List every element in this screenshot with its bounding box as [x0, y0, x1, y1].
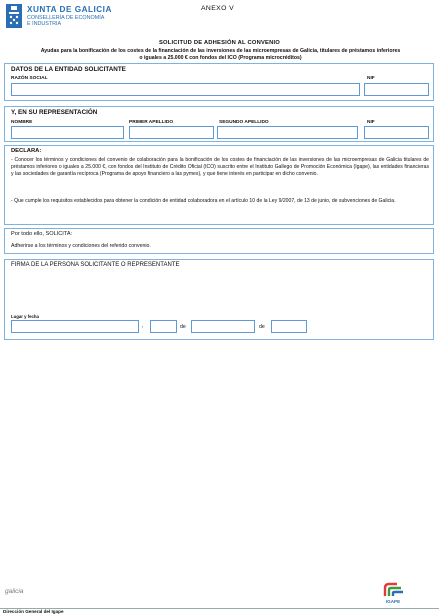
subtitle-line-2: o iguales a 25.000 € con fondos del ICO (Programa microcréditos) — [139, 55, 302, 61]
subtitle-line-1: Ayudas para la bonificación de los costes de la financiación de las inversiones de las microempresas de Galicia, titulares de préstamos inferiores — [40, 48, 401, 54]
galicia-logo: galicia — [5, 588, 24, 595]
nif-entidad-field[interactable] — [364, 83, 429, 96]
razon-social-field[interactable] — [11, 83, 360, 96]
anexo-label: ANEXO V — [201, 5, 235, 12]
declara-paragraph-2: - Que cumple los requisitos establecidos para obtener la condición de entidad colaboradora en el artículo 10 de la Ley 9/2007, de 13 de junio, de subvenciones de Galicia. — [11, 198, 396, 204]
de-label-1: de — [180, 324, 186, 330]
primer-apellido-field[interactable] — [129, 126, 214, 139]
declara-section — [4, 145, 434, 225]
lugar-fecha-label: Lugar y fecha — [11, 314, 39, 319]
anio-field[interactable] — [271, 320, 307, 333]
page-title: SOLICITUD DE ADHESIÓN AL CONVENIO — [158, 40, 281, 46]
nif-representante-field[interactable] — [364, 126, 429, 139]
xunta-logo — [6, 4, 126, 30]
declara-heading: DECLARA: — [11, 148, 42, 154]
nombre-label: NOMBRE — [11, 120, 33, 125]
firma-section — [4, 259, 434, 340]
comma-separator: , — [142, 323, 144, 329]
nif-entidad-label: NIF — [367, 76, 375, 81]
declara-paragraph-1: - Conocer los términos y condiciones del convenio de colaboración para la bonificación de los costes de financiación de las inversiones de las microempresas de Galicia titulares de préstamos inferiores o iguales a 25.000 €, con fondos del Instituto de Crédito Oficial (ICO) suscrito entre el Instituto Gallego de Promoción Económica (Igape), las entidades financieras y las sociedades de garantía recíproca (Programa de apoyo financiero a las pymes), y que tiene interés en participar en dicho convenio. — [11, 157, 429, 178]
solicitante-heading: DATOS DE LA ENTIDAD SOLICITANTE — [11, 66, 126, 73]
segundo-apellido-field[interactable] — [217, 126, 358, 139]
solicita-heading: Por todo ello, SOLICITA: — [11, 231, 73, 237]
logo-industria: E INDUSTRIA — [27, 21, 62, 28]
solicita-section — [4, 228, 434, 254]
firma-heading: FIRMA DE LA PERSONA SOLICITANTE O REPRESENTANTE — [11, 262, 180, 268]
igape-emblem-icon — [381, 582, 405, 598]
logo-conselleria: CONSELLERÍA DE ECONOMÍA — [27, 15, 105, 21]
logo-title: XUNTA DE GALICIA — [27, 5, 112, 14]
logo-subtitle — [27, 15, 104, 28]
nif-representante-label: NIF — [367, 120, 375, 125]
igape-logo — [380, 582, 404, 606]
solicitante-section — [4, 63, 434, 101]
razon-social-label: RAZÓN SOCIAL — [11, 76, 48, 81]
lugar-field[interactable] — [11, 320, 139, 333]
page-subtitle — [8, 48, 433, 62]
representacion-section — [4, 106, 434, 142]
nombre-field[interactable] — [11, 126, 124, 139]
direccion-general-text: Dirección General del Igape — [3, 609, 64, 614]
primer-apellido-label: PRIMER APELLIDO — [129, 120, 174, 125]
solicita-text: Adherirse a los términos y condiciones del referido convenio. — [11, 243, 151, 249]
igape-label: IGAPE — [385, 599, 401, 604]
representacion-heading: Y, EN SU REPRESENTACIÓN — [11, 109, 98, 116]
dia-field[interactable] — [150, 320, 177, 333]
footer-divider — [0, 608, 439, 609]
de-label-2: de — [259, 324, 265, 330]
segundo-apellido-label: SEGUNDO APELLIDO — [219, 120, 269, 125]
xunta-emblem-icon — [6, 4, 22, 28]
mes-field[interactable] — [191, 320, 255, 333]
